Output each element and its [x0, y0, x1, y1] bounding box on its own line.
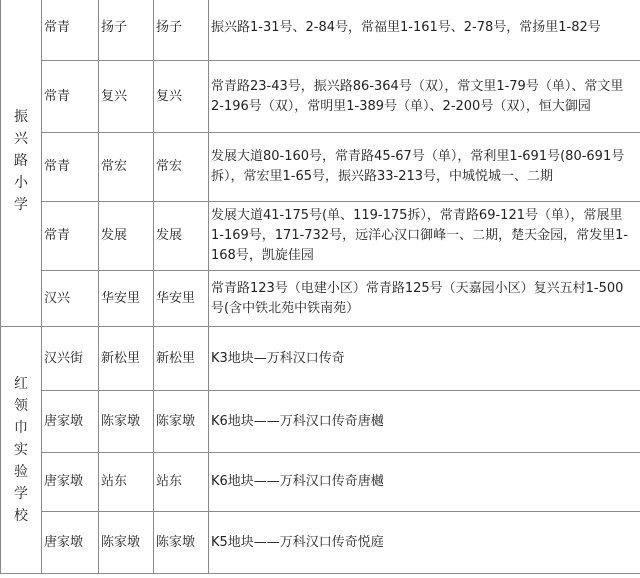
- scope-cell: K6地块——万科汉口传奇唐樾: [209, 453, 640, 512]
- table-row: [1, 391, 640, 453]
- scope-cell: K3地块—万科汉口传奇: [209, 327, 640, 391]
- table-row: [1, 61, 640, 133]
- street-cell: 唐家墩: [42, 391, 99, 453]
- community-cell: 常宏: [99, 133, 154, 202]
- table-row: [1, 271, 640, 327]
- scope-cell: K5地块——万科汉口传奇悦庭: [209, 512, 640, 574]
- school-name: 红领巾实验学校: [14, 376, 28, 524]
- street-cell: 常青: [42, 133, 99, 202]
- community-cell: 站东: [99, 453, 154, 512]
- sub-community-cell: 扬子: [154, 0, 209, 61]
- community-cell: 陈家墩: [99, 391, 154, 453]
- table-row: [1, 512, 640, 574]
- table-row: [1, 133, 640, 202]
- school-name: 振兴路小学: [14, 108, 28, 213]
- table-row: [1, 0, 640, 61]
- sub-community-cell: 陈家墩: [154, 512, 209, 574]
- school-name-cell: [1, 327, 42, 574]
- scope-cell: 常青路23-43号，振兴路86-364号（双），常文里1-79号（单）、常文里2-196号（双），常明里1-389号（单）、2-200号（双），恒大御园: [209, 61, 640, 133]
- table-row: [1, 453, 640, 512]
- street-cell: 常青: [42, 202, 99, 271]
- sub-community-cell: 新松里: [154, 327, 209, 391]
- community-cell: 复兴: [99, 61, 154, 133]
- scope-cell: 发展大道41-175号(单、119-175拆），常青路69-121号（单），常展里1-169号，171-732号，远洋心汉口御峰一、二期，楚天金园，常发里1-168号，凯旋佳园: [209, 202, 640, 271]
- street-cell: 唐家墩: [42, 512, 99, 574]
- sub-community-cell: 复兴: [154, 61, 209, 133]
- sub-community-cell: 华安里: [154, 271, 209, 327]
- community-cell: 发展: [99, 202, 154, 271]
- sub-community-cell: 发展: [154, 202, 209, 271]
- sub-community-cell: 站东: [154, 453, 209, 512]
- school-name-cell: [1, 0, 42, 327]
- scope-cell: 振兴路1-31号、2-84号，常福里1-161号、2-78号，常扬里1-82号: [209, 0, 640, 61]
- scope-cell: 发展大道80-160号，常青路45-67号（单），常利里1-691号(80-691号拆），常宏里1-65号，振兴路33-213号，中城悦城一、二期: [209, 133, 640, 202]
- community-cell: 扬子: [99, 0, 154, 61]
- table-row: [1, 202, 640, 271]
- street-cell: 汉兴街: [42, 327, 99, 391]
- table-row: [1, 327, 640, 391]
- community-cell: 陈家墩: [99, 512, 154, 574]
- sub-community-cell: 陈家墩: [154, 391, 209, 453]
- street-cell: 唐家墩: [42, 453, 99, 512]
- sub-community-cell: 常宏: [154, 133, 209, 202]
- street-cell: 常青: [42, 61, 99, 133]
- street-cell: 汉兴: [42, 271, 99, 327]
- scope-cell: K6地块——万科汉口传奇唐樾: [209, 391, 640, 453]
- scope-cell: 常青路123号（电建小区）常青路125号（天嘉园小区）复兴五村1-500号(含中铁北苑中铁南苑）: [209, 271, 640, 327]
- community-cell: 新松里: [99, 327, 154, 391]
- community-cell: 华安里: [99, 271, 154, 327]
- street-cell: 常青: [42, 0, 99, 61]
